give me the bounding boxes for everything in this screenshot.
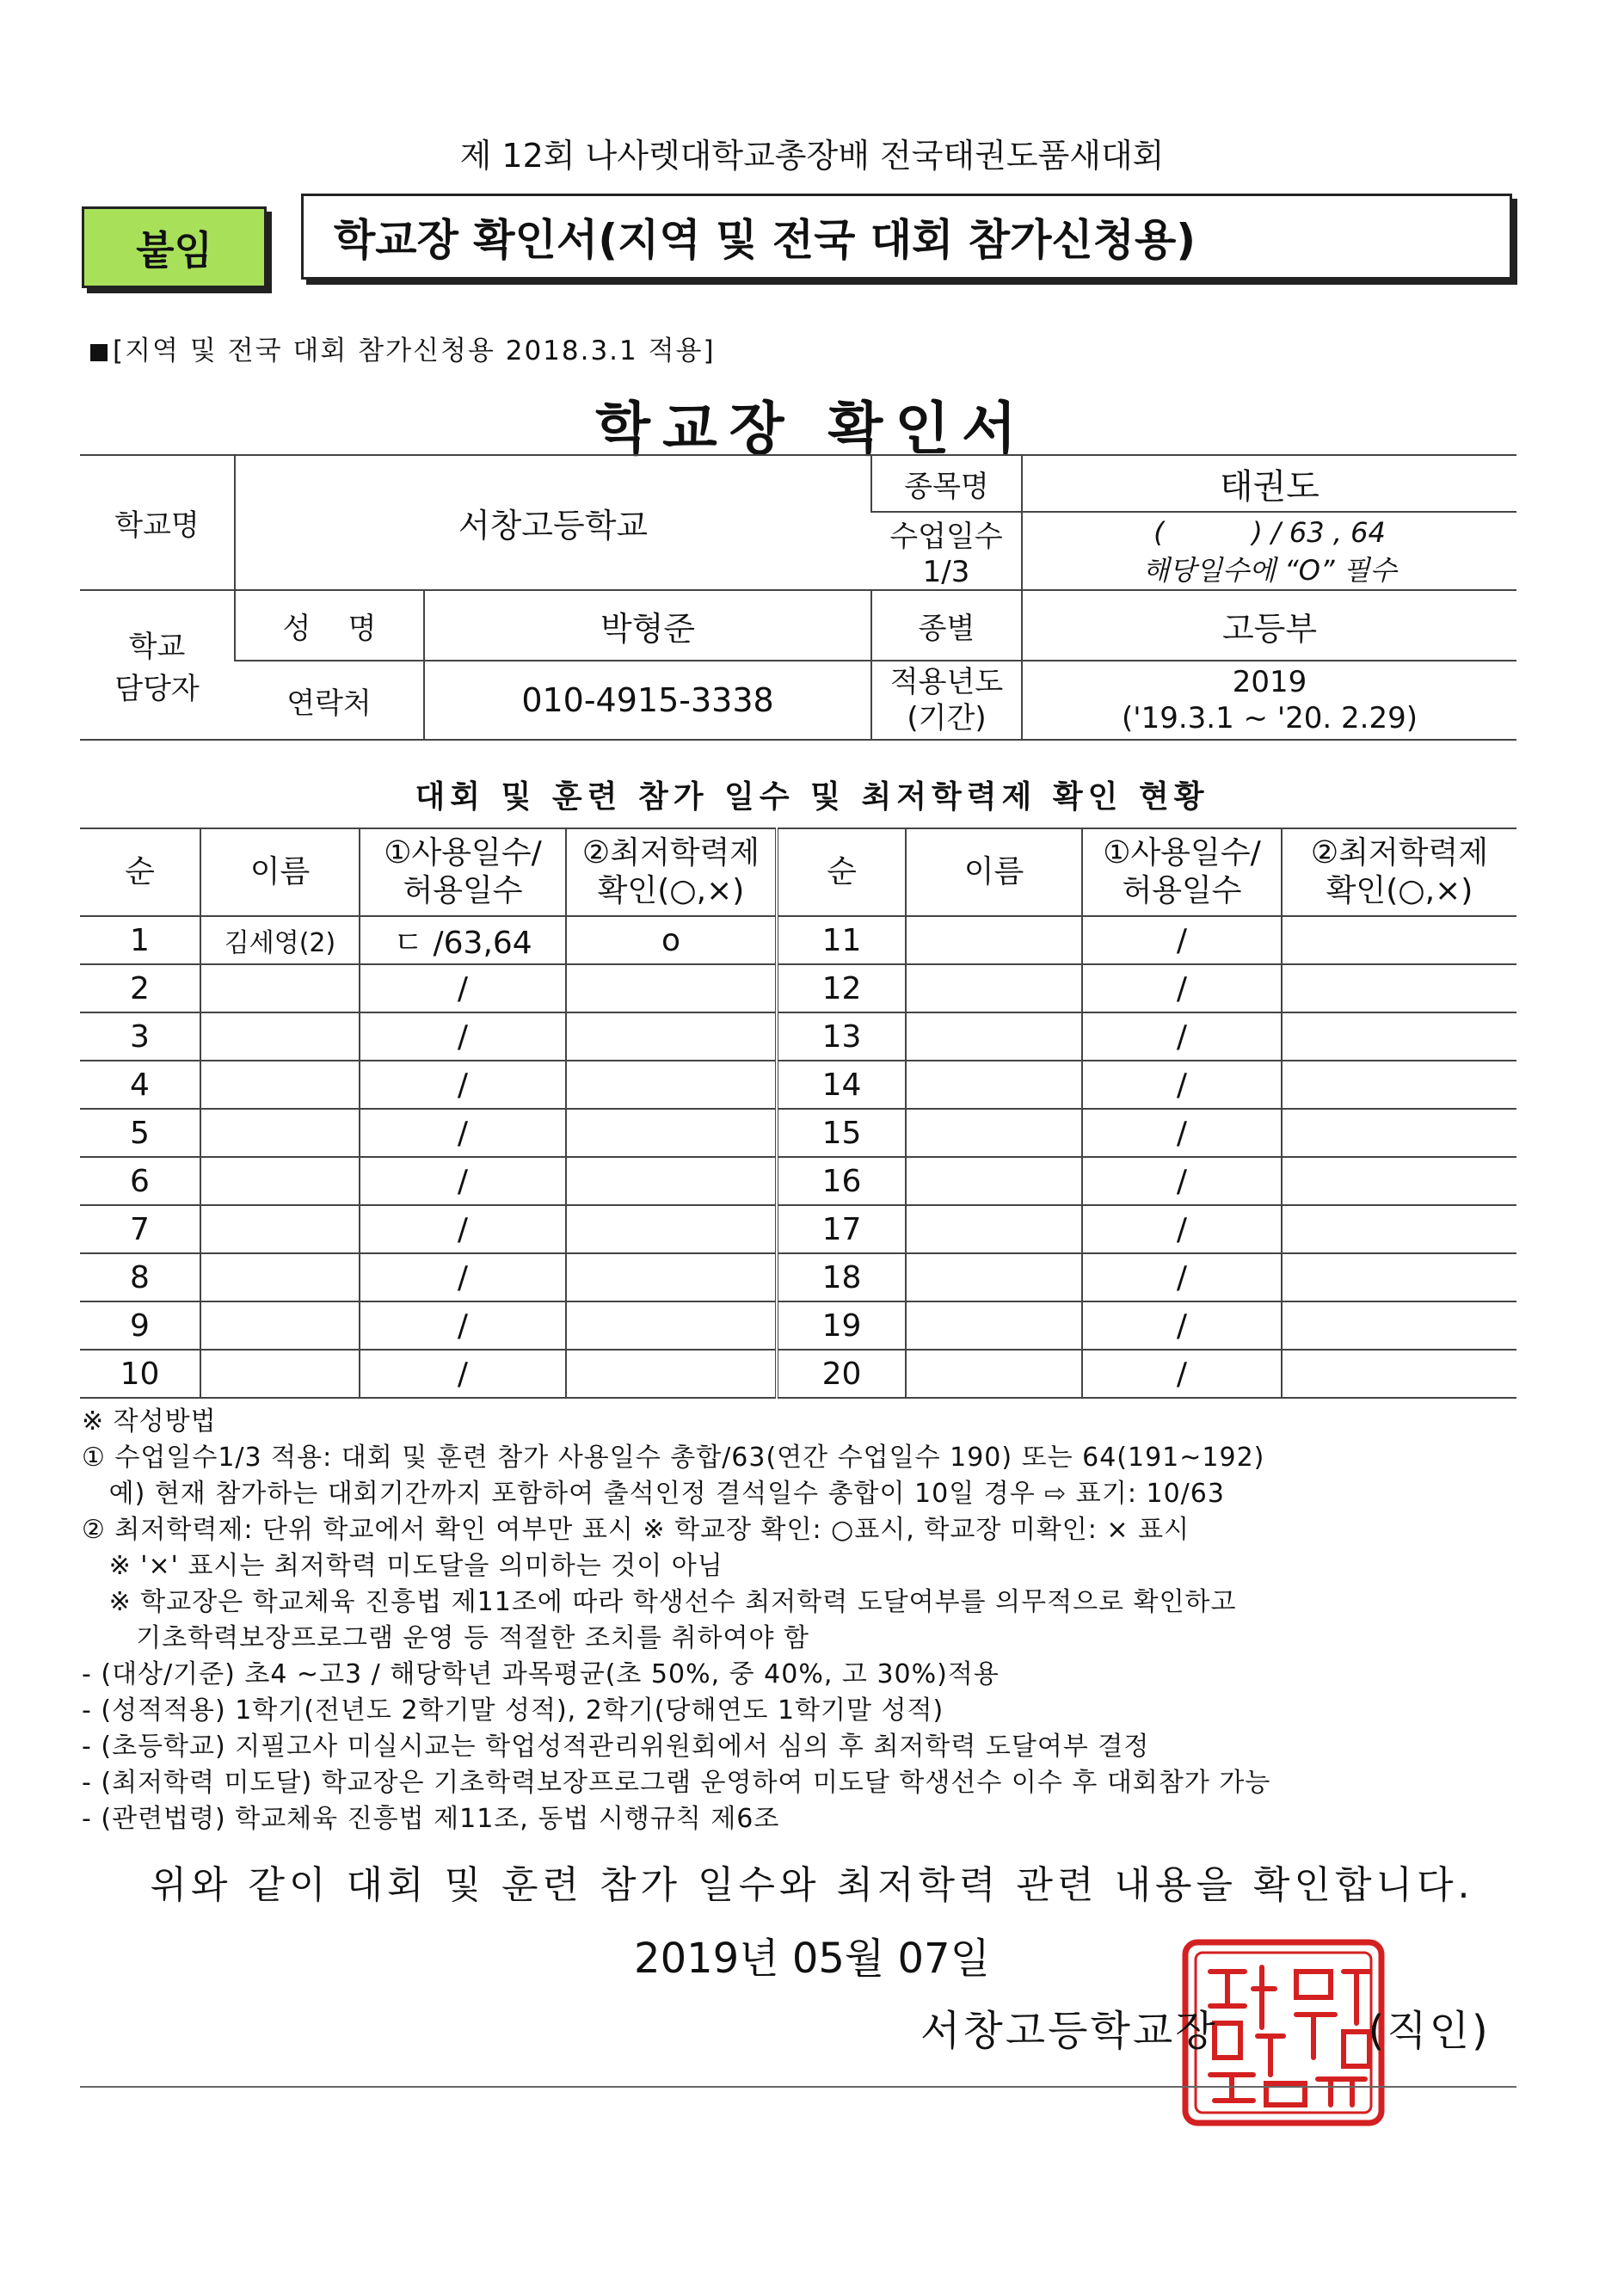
table-row bbox=[80, 1205, 1516, 1253]
notes-line: - (관련법령) 학교체육 진흥법 제11조, 동법 시행규칙 제6조 bbox=[82, 1804, 780, 1834]
table-row bbox=[80, 1061, 1516, 1109]
row-days: ㄷ /63,64 bbox=[360, 916, 566, 964]
notes-line: - (대상/기준) 초4 ~고3 / 해당학년 과목평균(초 50%, 중 40%, 고 30%)적용 bbox=[82, 1659, 1000, 1689]
row-check bbox=[1282, 1205, 1516, 1253]
row-days: / bbox=[1082, 1061, 1282, 1109]
row-check bbox=[566, 1301, 777, 1350]
manager-label-line2: 담당자 bbox=[114, 672, 200, 706]
header-days-line2: 허용일수 bbox=[1122, 873, 1242, 908]
row-num: 2 bbox=[80, 964, 200, 1012]
notes-line: ※ 작성방법 bbox=[82, 1406, 217, 1437]
row-name bbox=[906, 1301, 1082, 1350]
roster-header-row bbox=[80, 828, 1516, 916]
table-row bbox=[80, 916, 1516, 964]
row-name bbox=[906, 1109, 1082, 1157]
table-row bbox=[80, 1012, 1516, 1061]
notes-line: ※ '×' 표시는 최저학력 미도달을 의미하는 것이 아님 bbox=[82, 1551, 723, 1581]
row-check bbox=[1282, 1350, 1516, 1398]
row-check bbox=[1282, 1301, 1516, 1350]
table-row bbox=[80, 1157, 1516, 1205]
school-name-label: 학교명 bbox=[80, 455, 235, 590]
header-days-right bbox=[1082, 828, 1282, 916]
row-name bbox=[200, 1109, 360, 1157]
header-num-left: 순 bbox=[80, 828, 200, 916]
row-days: / bbox=[360, 1301, 566, 1350]
row-name bbox=[200, 964, 360, 1012]
document-title: 학교장 확인서 bbox=[595, 396, 1029, 462]
row-days: / bbox=[1082, 1301, 1282, 1350]
row-days: / bbox=[1082, 1157, 1282, 1205]
class-days-label-line2: 1/3 bbox=[922, 555, 970, 589]
table-row bbox=[80, 1253, 1516, 1301]
row-check bbox=[1282, 1012, 1516, 1061]
row-days: / bbox=[1082, 1350, 1282, 1398]
row-days: / bbox=[360, 1157, 566, 1205]
bottom-divider bbox=[80, 2086, 1516, 2088]
year-value-line2: ('19.3.1 ~ '20. 2.29) bbox=[1121, 701, 1418, 735]
year-value-line1: 2019 bbox=[1232, 665, 1307, 699]
class-days-value-line1: ( ) / 63 , 64 bbox=[1153, 515, 1386, 549]
row-days: / bbox=[360, 1012, 566, 1061]
info-table bbox=[80, 454, 1516, 741]
confirmation-text: 위와 같이 대회 및 훈련 참가 일수와 최저학력 관련 내용을 확인합니다. bbox=[150, 1863, 1474, 1907]
row-num: 1 bbox=[80, 916, 200, 964]
row-name bbox=[200, 1012, 360, 1061]
row-name bbox=[906, 1205, 1082, 1253]
manager-label bbox=[80, 590, 235, 740]
row-check bbox=[566, 1012, 777, 1061]
notes-line: ② 최저학력제: 단위 학교에서 확인 여부만 표시 ※ 학교장 확인: ○표시, 학교장 미확인: × 표시 bbox=[82, 1515, 1190, 1545]
year-label-line2: (기간) bbox=[907, 701, 987, 735]
notes-line: ※ 학교장은 학교체육 진흥법 제11조에 따라 학생선수 최저학력 도달여부를 의무적으로 확인하고 bbox=[82, 1587, 1237, 1617]
row-name bbox=[200, 1253, 360, 1301]
year-label-line1: 적용년도 bbox=[889, 665, 1004, 699]
row-check: o bbox=[566, 916, 777, 964]
header-name-right: 이름 bbox=[906, 828, 1082, 916]
notes-line: 기초학력보장프로그램 운영 등 적절한 조치를 취하여야 함 bbox=[82, 1623, 809, 1653]
signer-name: 서창고등학교장 bbox=[920, 2007, 1218, 2055]
contact-value: 010-4915-3338 bbox=[424, 661, 871, 740]
form-title: 학교장 확인서(지역 및 전국 대회 참가신청용) bbox=[301, 194, 1512, 280]
row-name bbox=[906, 916, 1082, 964]
division-label: 종별 bbox=[871, 590, 1022, 661]
row-check bbox=[566, 1350, 777, 1398]
header-title: 제 12회 나사렛대학교총장배 전국태권도품새대회 bbox=[459, 137, 1165, 175]
roster-table bbox=[80, 828, 1516, 1399]
row-days: / bbox=[1082, 1012, 1282, 1061]
table-row bbox=[80, 1109, 1516, 1157]
row-days: / bbox=[360, 1061, 566, 1109]
row-name bbox=[906, 1253, 1082, 1301]
spec-line-text: [지역 및 전국 대회 참가신청용 2018.3.1 적용] bbox=[113, 335, 716, 366]
row-name bbox=[906, 1157, 1082, 1205]
contact-label: 연락처 bbox=[235, 661, 424, 740]
header-days-line2: 허용일수 bbox=[403, 873, 523, 908]
row-name bbox=[200, 1301, 360, 1350]
row-days: / bbox=[360, 1253, 566, 1301]
row-check bbox=[1282, 1061, 1516, 1109]
row-num: 18 bbox=[777, 1253, 906, 1301]
row-days: / bbox=[1082, 964, 1282, 1012]
row-name bbox=[200, 1061, 360, 1109]
spec-line bbox=[90, 329, 716, 367]
row-days: / bbox=[1082, 1205, 1282, 1253]
signer bbox=[920, 1997, 1491, 2057]
row-check bbox=[566, 1109, 777, 1157]
event-label: 종목명 bbox=[871, 455, 1022, 512]
row-num: 15 bbox=[777, 1109, 906, 1157]
row-num: 4 bbox=[80, 1061, 200, 1109]
notes-line: - (성적적용) 1학기(전년도 2학기말 성적), 2학기(당해연도 1학기말 성적) bbox=[82, 1695, 944, 1726]
row-days: / bbox=[360, 1205, 566, 1253]
row-days: / bbox=[360, 964, 566, 1012]
row-num: 7 bbox=[80, 1205, 200, 1253]
row-num: 19 bbox=[777, 1301, 906, 1350]
row-check bbox=[1282, 1109, 1516, 1157]
date-text: 2019년 05월 07일 bbox=[634, 1935, 990, 1983]
row-name bbox=[200, 1205, 360, 1253]
row-num: 17 bbox=[777, 1205, 906, 1253]
row-name bbox=[200, 1350, 360, 1398]
row-num: 16 bbox=[777, 1157, 906, 1205]
row-check bbox=[566, 964, 777, 1012]
header-check-right bbox=[1282, 828, 1516, 916]
name-label: 성 명 bbox=[235, 590, 424, 661]
row-name bbox=[906, 964, 1082, 1012]
class-days-value bbox=[1022, 512, 1516, 590]
section-title: 대회 및 훈련 참가 일수 및 최저학력제 확인 현황 bbox=[415, 779, 1209, 815]
attachment-label: 붙임 bbox=[82, 206, 267, 288]
table-row bbox=[80, 1301, 1516, 1350]
header-name-left: 이름 bbox=[200, 828, 360, 916]
table-row bbox=[80, 1350, 1516, 1398]
row-name: 김세영(2) bbox=[200, 916, 360, 964]
header-num-right: 순 bbox=[777, 828, 906, 916]
signer-suffix: (직인) bbox=[1368, 2007, 1491, 2055]
row-days: / bbox=[360, 1109, 566, 1157]
row-check bbox=[1282, 964, 1516, 1012]
row-name bbox=[906, 1350, 1082, 1398]
school-name-value: 서창고등학교 bbox=[235, 455, 871, 590]
manager-label-line1: 학교 bbox=[128, 630, 186, 664]
row-num: 10 bbox=[80, 1350, 200, 1398]
row-num: 20 bbox=[777, 1350, 906, 1398]
notes-line: - (초등학교) 지필고사 미실시교는 학업성적관리위원회에서 심의 후 최저학력 도달여부 결정 bbox=[82, 1732, 1150, 1762]
row-days: / bbox=[1082, 1253, 1282, 1301]
row-check bbox=[566, 1157, 777, 1205]
row-name bbox=[906, 1061, 1082, 1109]
class-days-label-line1: 수업일수 bbox=[889, 520, 1003, 554]
table-row bbox=[80, 964, 1516, 1012]
header-days-line1: ①사용일수/ bbox=[1103, 835, 1261, 871]
division-value: 고등부 bbox=[1022, 590, 1516, 661]
header-check-line2: 확인(○,×) bbox=[597, 873, 745, 908]
class-days-label bbox=[871, 512, 1022, 590]
header-check-left bbox=[566, 828, 777, 916]
header-days-left bbox=[360, 828, 566, 916]
row-num: 5 bbox=[80, 1109, 200, 1157]
row-check bbox=[1282, 1157, 1516, 1205]
name-value: 박형준 bbox=[424, 590, 871, 661]
notes-line: ① 수업일수1/3 적용: 대회 및 훈련 참가 사용일수 총합/63(연간 수업일수 190) 또는 64(191~192) bbox=[82, 1443, 1265, 1473]
row-check bbox=[1282, 1253, 1516, 1301]
notes-block bbox=[82, 1404, 1544, 1837]
header-days-line1: ①사용일수/ bbox=[384, 835, 542, 871]
row-check bbox=[1282, 916, 1516, 964]
row-num: 8 bbox=[80, 1253, 200, 1301]
row-days: / bbox=[360, 1350, 566, 1398]
row-name bbox=[200, 1157, 360, 1205]
year-value bbox=[1022, 661, 1516, 740]
square-bullet-icon bbox=[90, 344, 108, 361]
header-check-line1: ②최저학력제 bbox=[1310, 835, 1489, 871]
notes-line: 예) 현재 참가하는 대회기간까지 포함하여 출석인정 결석일수 총합이 10일 경우 ⇨ 표기: 10/63 bbox=[82, 1479, 1225, 1509]
row-days: / bbox=[1082, 916, 1282, 964]
row-check bbox=[566, 1061, 777, 1109]
row-num: 9 bbox=[80, 1301, 200, 1350]
row-num: 12 bbox=[777, 964, 906, 1012]
row-num: 3 bbox=[80, 1012, 200, 1061]
notes-line: - (최저학력 미도달) 학교장은 기초학력보장프로그램 운영하여 미도달 학생선수 이수 후 대회참가 가능 bbox=[82, 1768, 1271, 1798]
row-check bbox=[566, 1205, 777, 1253]
header-check-line1: ②최저학력제 bbox=[581, 835, 760, 871]
year-label bbox=[871, 661, 1022, 740]
row-num: 11 bbox=[777, 916, 906, 964]
event-value: 태권도 bbox=[1022, 455, 1516, 512]
row-check bbox=[566, 1253, 777, 1301]
row-num: 14 bbox=[777, 1061, 906, 1109]
header-check-line2: 확인(○,×) bbox=[1326, 873, 1473, 908]
row-days: / bbox=[1082, 1109, 1282, 1157]
row-name bbox=[906, 1012, 1082, 1061]
class-days-value-line2: 해당일수에 “O” 필수 bbox=[1142, 553, 1397, 587]
row-num: 13 bbox=[777, 1012, 906, 1061]
row-num: 6 bbox=[80, 1157, 200, 1205]
